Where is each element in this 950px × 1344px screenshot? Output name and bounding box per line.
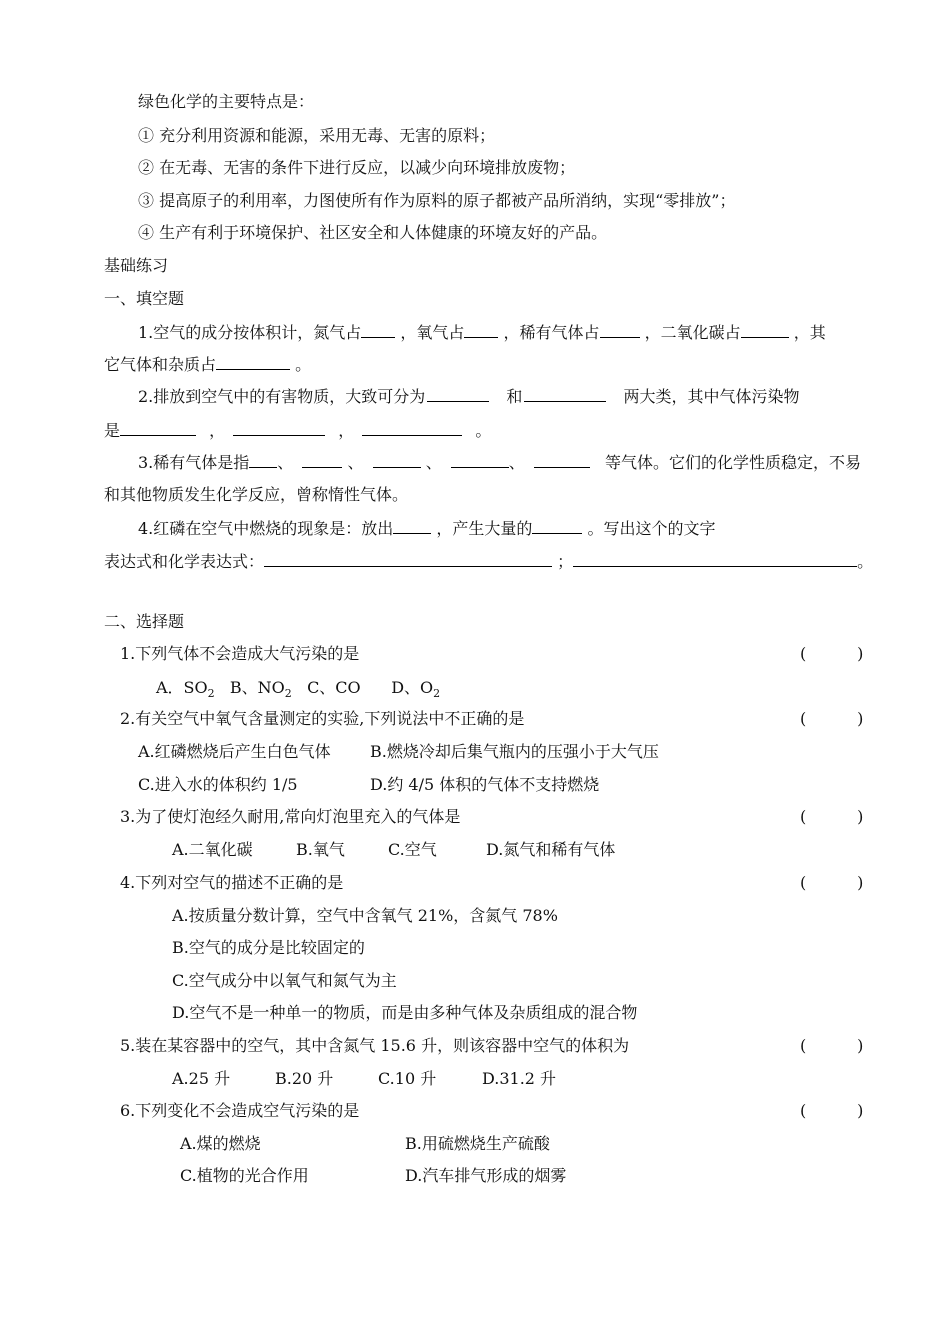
answer-blank[interactable] — [233, 420, 325, 436]
option-a[interactable]: A.25 升 — [172, 1069, 231, 1088]
answer-blank[interactable] — [302, 452, 342, 468]
answer-blank[interactable] — [373, 452, 421, 468]
option-b[interactable]: B.20 升 — [275, 1069, 334, 1088]
answer-blank[interactable] — [451, 452, 509, 468]
option-b[interactable]: B.空气的成分是比较固定的 — [172, 938, 365, 957]
option-c[interactable]: C、CO — [307, 678, 361, 697]
option-c[interactable]: C.空气 — [388, 840, 437, 859]
answer-blank[interactable] — [427, 386, 489, 402]
choice-q3: 3.为了使灯泡经久耐用,常向灯泡里充入的气体是 — [120, 807, 461, 826]
option-d[interactable]: D、$O_2$ — [391, 678, 441, 700]
option-d[interactable]: D.空气不是一种单一的物质，而是由多种气体及杂质组成的混合物 — [172, 1003, 638, 1022]
answer-blank[interactable] — [573, 551, 857, 567]
answer-paren[interactable]: ( ) — [800, 644, 864, 663]
intro-point-4: ④ 生产有利于环境保护、社区安全和人体健康的环境友好的产品。 — [138, 223, 608, 242]
option-a[interactable]: A.红磷燃烧后产生白色气体 — [138, 742, 331, 761]
intro-point-2: ② 在无毒、无害的条件下进行反应，以减少向环境排放废物； — [138, 158, 576, 177]
fill-q1-line1: 1.空气的成分按体积计，氮气占 ，氧气占 ，稀有气体占 ，二氧化碳占 ，其 — [138, 323, 826, 342]
answer-paren[interactable]: ( ) — [800, 1036, 864, 1055]
choice-q5: 5.装在某容器中的空气，其中含氮气 15.6 升，则该容器中空气的体积为 — [120, 1036, 630, 1055]
fill-q2-line2: 是 ， ， 。 — [104, 421, 492, 440]
option-d[interactable]: D.约 4/5 体积的气体不支持燃烧 — [370, 775, 600, 794]
fill-q4-line1: 4.红磷在空气中燃烧的现象是：放出 ，产生大量的 。写出这个的文字 — [138, 519, 716, 538]
intro-point-1: ① 充分利用资源和能源，采用无毒、无害的原料； — [138, 126, 496, 145]
choice-q6: 6.下列变化不会造成空气污染的是 — [120, 1101, 360, 1120]
answer-blank[interactable] — [393, 518, 431, 534]
choice-q2: 2.有关空气中氧气含量测定的实验,下列说法中不正确的是 — [120, 709, 525, 728]
option-a[interactable]: A.二氧化碳 — [172, 840, 253, 859]
intro-title: 绿色化学的主要特点是： — [138, 92, 315, 111]
intro-point-3: ③ 提高原子的利用率，力图使所有作为原料的原子都被产品所消纳，实现“零排放”； — [138, 191, 736, 210]
choice-q1-options — [156, 678, 440, 704]
option-c[interactable]: C.10 升 — [378, 1069, 437, 1088]
option-a[interactable]: A.煤的燃烧 — [180, 1134, 261, 1153]
option-c[interactable]: C.植物的光合作用 — [180, 1166, 309, 1185]
option-b[interactable]: B、$NO_2$ — [229, 678, 292, 700]
answer-blank[interactable] — [524, 386, 606, 402]
answer-paren[interactable]: ( ) — [800, 807, 864, 826]
answer-blank[interactable] — [741, 322, 789, 338]
fill-q3-line1: 3.稀有气体是指 、 、 、 、 等气体。它们的化学性质稳定，不易 — [138, 453, 862, 472]
option-b[interactable]: B.氧气 — [296, 840, 345, 859]
answer-blank[interactable] — [532, 518, 582, 534]
answer-blank[interactable] — [249, 452, 277, 468]
choice-q4: 4.下列对空气的描述不正确的是 — [120, 873, 344, 892]
fill-q4-line2: 表达式和化学表达式： ； 。 — [104, 552, 874, 571]
answer-blank[interactable] — [464, 322, 498, 338]
section-basic: 基础练习 — [104, 256, 169, 275]
option-b[interactable]: B.用硫燃烧生产硫酸 — [405, 1134, 550, 1153]
option-c[interactable]: C.进入水的体积约 1/5 — [138, 775, 298, 794]
fill-q1-line2: 它气体和杂质占 。 — [104, 355, 312, 374]
answer-paren[interactable]: ( ) — [800, 709, 864, 728]
answer-paren[interactable]: ( ) — [800, 873, 864, 892]
answer-blank[interactable] — [216, 354, 290, 370]
option-a[interactable]: A．$SO_2$ — [156, 678, 215, 700]
answer-blank[interactable] — [600, 322, 640, 338]
fill-q3-line2: 和其他物质发生化学反应，曾称惰性气体。 — [104, 485, 409, 504]
option-b[interactable]: B.燃烧冷却后集气瓶内的压强小于大气压 — [370, 742, 659, 761]
answer-blank[interactable] — [361, 322, 395, 338]
fill-heading: 一、填空题 — [104, 289, 185, 308]
option-d[interactable]: D.氮气和稀有气体 — [486, 840, 616, 859]
answer-blank[interactable] — [362, 420, 462, 436]
answer-blank[interactable] — [264, 551, 552, 567]
fill-q2-line1: 2.排放到空气中的有害物质，大致可分为 和 两大类，其中气体污染物 — [138, 387, 800, 406]
option-d[interactable]: D.31.2 升 — [482, 1069, 557, 1088]
answer-blank[interactable] — [534, 452, 590, 468]
answer-paren[interactable]: ( ) — [800, 1101, 864, 1120]
option-a[interactable]: A.按质量分数计算，空气中含氧气 21%，含氮气 78% — [172, 906, 558, 925]
option-d[interactable]: D.汽车排气形成的烟雾 — [405, 1166, 567, 1185]
choice-q1: 1.下列气体不会造成大气污染的是 — [120, 644, 360, 663]
choice-heading: 二、选择题 — [104, 612, 185, 631]
option-c[interactable]: C.空气成分中以氧气和氮气为主 — [172, 971, 397, 990]
answer-blank[interactable] — [120, 420, 196, 436]
